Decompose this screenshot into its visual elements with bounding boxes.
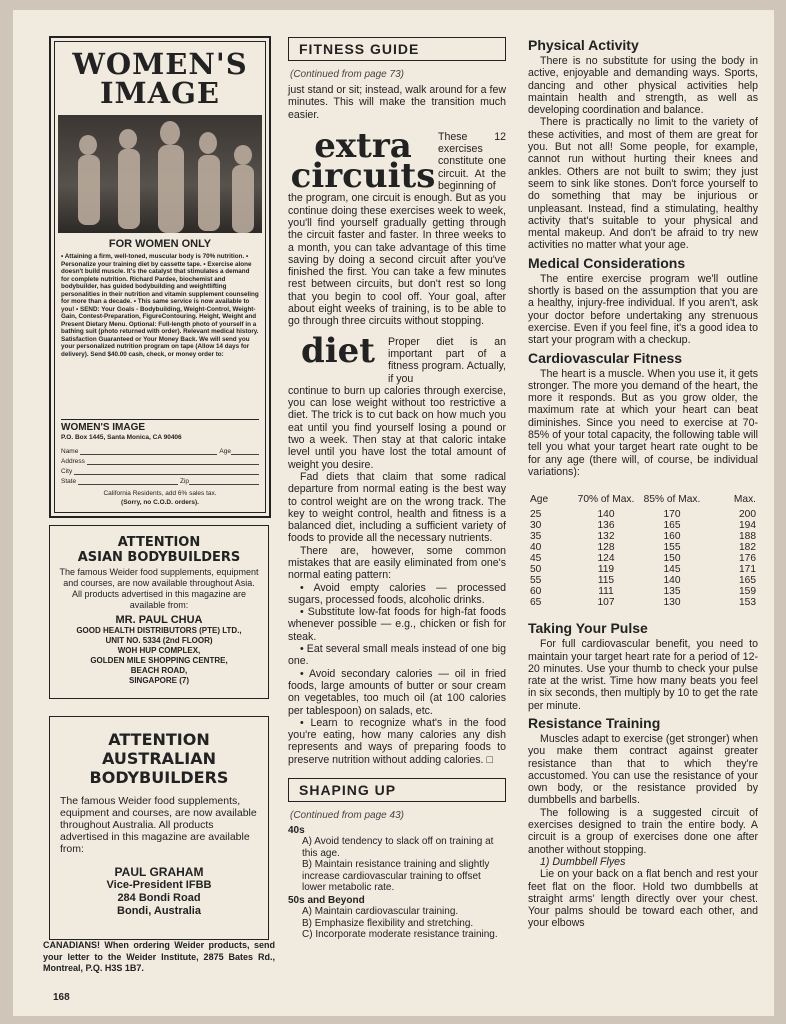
australian-bodybuilders-ad xyxy=(49,716,269,940)
coupon-age-label: Age xyxy=(219,448,231,455)
table-header-85: 85% of Max. xyxy=(643,494,701,506)
page-number: 168 xyxy=(53,992,70,1003)
diet-block xyxy=(288,330,506,385)
bodybuilders-photo xyxy=(58,115,262,233)
diet-tip-5: • Learn to recognize what's in the food you're eating, how many calories any dish represents and ways of preparing foods to preserve nutrition without adding calories. □ xyxy=(288,716,506,766)
extra-circuits-heading: extra circuits xyxy=(290,125,436,196)
middle-column xyxy=(288,37,506,941)
resistance-training-heading: Resistance Training xyxy=(528,714,661,731)
coupon-zip-line xyxy=(189,484,259,485)
coupon-zip-label: Zip xyxy=(179,478,189,485)
shaping-list-50s xyxy=(302,906,506,941)
shaping-item: B) Emphasize flexibility and stretching. xyxy=(302,917,474,929)
shaping-group-40s: 40s xyxy=(288,825,305,837)
heart-rate-table xyxy=(528,494,758,608)
magazine-page xyxy=(13,10,774,1016)
coupon-city-label: City xyxy=(61,468,73,475)
physical-activity-p1: There is no substitute for using the body in active, enjoyable and demanding ways. Sports, dancing and other physical activities help maintain health and strength, as well as developing coordination and balance. xyxy=(528,55,758,117)
womens-image-title: WOMEN'S IMAGE xyxy=(72,47,248,110)
table-row: 25 140 170 200 xyxy=(530,509,756,521)
womens-image-ad xyxy=(49,36,271,518)
shaping-group-50s: 50s and Beyond xyxy=(288,895,365,906)
coupon-address-line xyxy=(87,464,259,465)
coupon-age-line xyxy=(231,454,259,455)
resistance-training-p2: The following is a suggested circuit of exercises designed to train the entire body. A circuit is a group of exercises done one after another without stopping. xyxy=(528,806,758,856)
shaping-up-header: SHAPING UP xyxy=(288,778,506,802)
coupon-name-label: Name xyxy=(61,448,79,455)
diet-text: continue to burn up calories through exercise, you can lose weight without too restrictive a diet. The trick is to cut back on how much you eat until you find yourself losing a pound or two a week. Then stay at that caloric intake level until you have lost the total amount of weight you desire. xyxy=(288,384,506,471)
table-row: 55 115 140 165 xyxy=(530,575,756,587)
coupon-state-label: State xyxy=(61,478,77,485)
coupon-form xyxy=(61,445,259,485)
heart-rate-table-header xyxy=(528,494,758,505)
asian-ad-name: MR. PAUL CHUA xyxy=(115,614,203,626)
table-header-max: Max. xyxy=(733,494,756,506)
coupon-address-label: Address xyxy=(61,458,85,465)
coupon-address: P.O. Box 1445, Santa Monica, CA 90406 xyxy=(61,434,182,441)
fad-diets-text: Fad diets that claim that some radical departure from normal eating is the best way to control weight are on the wrong track. The key to weight control, health and fitness is a balanced diet, including a sufficient variety of foods to provide all the necessary nutrients. xyxy=(288,470,506,545)
asian-ad-body: The famous Weider food supplements, equipment and courses, are now available throughout Asia. All products advertised in this magazine are available from: xyxy=(59,567,259,610)
australian-ad-title: ATTENTION AUSTRALIAN BODYBUILDERS xyxy=(89,730,229,787)
extra-circuits-side-text: These 12 exercises constitute one circuit. At the beginning of xyxy=(438,130,506,193)
australian-ad-body: The famous Weider food supplements, equipment and courses, are now available throughout Australia. All products advertised in this magazine are available from: xyxy=(60,795,257,855)
shaping-item: B) Maintain resistance training and slightly increase cardiovascular training to offset lower metabolic rate. xyxy=(302,859,490,894)
diet-tip-4: • Avoid secondary calories — oil in fried foods, large amounts of butter or sour cream on vegetables, too much oil (at 100 calories per tablespoon) on salads, etc. xyxy=(288,667,506,717)
taking-your-pulse-heading: Taking Your Pulse xyxy=(528,620,648,637)
cardiovascular-fitness-text: The heart is a muscle. When you use it, it gets stronger. The more you demand of the heart, the more it responds. But as you grow older, the maximum rate at which your heart can beat diminishes. Since you need to exercise at 70-85% of your total capacity, the following table will tell you what your target heart rate ought to be for any age (there will, of course, be individual variations): xyxy=(528,367,758,478)
shaping-list-40s xyxy=(302,836,506,894)
table-row: 40 128 155 182 xyxy=(530,542,756,554)
diet-tip-1: • Avoid empty calories — processed sugars, processed foods, alcoholic drinks. xyxy=(288,581,506,606)
for-women-only-heading: FOR WOMEN ONLY xyxy=(108,238,212,250)
fitness-guide-continued: (Continued from page 73) xyxy=(290,69,404,80)
right-column xyxy=(528,34,758,930)
asian-ad-address: GOOD HEALTH DISTRIBUTORS (PTE) LTD., UNIT NO. 5334 (2nd FLOOR) WOH HUP COMPLEX, GOLDEN MILE SHOPPING CENTRE, BEACH ROAD, SINGAPORE (7) xyxy=(76,626,242,685)
diet-heading: diet xyxy=(300,330,376,371)
coupon-cod-note: (Sorry, no C.O.D. orders). xyxy=(121,499,199,506)
medical-considerations-heading: Medical Considerations xyxy=(528,254,686,271)
table-row: 50 119 145 171 xyxy=(530,564,756,576)
shaping-up-continued: (Continued from page 43) xyxy=(290,810,404,822)
resistance-training-p1: Muscles adapt to exercise (get stronger) when you make them contract against greater resistance than that to which they're accustomed. You can use the resistance of your own body, or the resistance provided by dumbbells and barbells. xyxy=(528,732,758,807)
shaping-item: A) Maintain cardiovascular training. xyxy=(302,906,459,917)
coupon-state-line xyxy=(78,484,178,485)
asian-ad-title: ATTENTION ASIAN BODYBUILDERS xyxy=(77,535,241,565)
diet-tip-3: • Eat several small meals instead of one big one. xyxy=(288,643,506,668)
medical-considerations-text: The entire exercise program we'll outline shortly is based on the assumption that you are a healthy, injury-free individual. If you aren't, ask your doctor before undertaking any strenuous exercise. Even if you feel fine, it's a good idea to start your program with a checkup. xyxy=(528,272,758,347)
coupon-city-line xyxy=(74,474,259,475)
australian-ad-name: PAUL GRAHAM xyxy=(114,865,204,879)
table-header-70: 70% of Max. xyxy=(577,494,635,506)
table-row: 45 124 150 176 xyxy=(530,553,756,565)
table-row: 65 107 130 153 xyxy=(530,597,756,609)
australian-ad-address: Vice-President IFBB 284 Bondi Road Bondi, Australia xyxy=(106,879,212,917)
table-row: 35 132 160 188 xyxy=(530,531,756,543)
diet-tip-2: • Substitute low-fat foods for high-fat foods whenever possible — e.g., chicken or fish for steak. xyxy=(288,606,506,643)
cardiovascular-fitness-heading: Cardiovascular Fitness xyxy=(528,349,683,366)
taking-your-pulse-text: For full cardiovascular benefit, you need to maintain your target heart rate for a period of 12-20 minutes. Use your thumb to check your pulse rate at the wrist. Time how many beats you feel in six seconds, then multiply by 10 to get the rate per minute. xyxy=(528,638,758,712)
physical-activity-p2: There is practically no limit to the variety of these activities, and most of them are great for you. But not all! Some people, for example, cannot run without hurting their knees and ankles. Others are not built to swim; they just seem to sink like stones. Don't force yourself to do something that may be injurious or unpleasant. Instead, find a stimulating, healthy activity that's suitable to your physical and mental makeup. And don't be afraid to try new activities no matter what your age. xyxy=(528,116,758,252)
coupon-tax-note: California Residents, add 6% sales tax. xyxy=(103,490,217,497)
fitness-intro: just stand or sit; instead, walk around for a few minutes. This will make the transition much easier. xyxy=(288,84,506,121)
womens-image-body: • Attaining a firm, well-toned, muscular body is 70% nutrition. • Personalize your training diet by cassette tape. • Exercise alone doesn't build muscle. It's the catalyst that stimulates a demand for complete nutrition. Richard Pardee, biochemist and bodybuilder, has guided bodybuilding and weightlifting personalities in their nutrition and vitamin supplement counseling for more than a decade. • This same service is now available to you! • SEND: Your Goals - Bodybuilding, Weight-Control, Weight-Gain, Contest-Preparation, FigureContouring. Height, Weight and Present Dietary Menu. Optional: Full-length photo of yourself in a bathing suit (photo returned with order). Relevant medical history. Satisfaction Guaranteed or Your Money Back. We will send you your personalized nutrition program on tape (Allow 14 days for delivery). Send $40.00 cash, check, or money order to: xyxy=(61,253,259,358)
table-row: 60 111 135 159 xyxy=(530,586,756,598)
diet-side-text: Proper diet is an important part of a fitness program. Actually, if you xyxy=(388,335,506,385)
exercise-1-title: 1) Dumbbell Flyes xyxy=(540,855,626,868)
exercise-1-text: Lie on your back on a flat bench and rest your feet flat on the floor. Hold two dumbbells at straight arms' length directly over your chest. Your palms should be toward each other, and your elbows xyxy=(528,868,758,930)
asian-bodybuilders-ad xyxy=(49,525,269,699)
table-row: 30 136 165 194 xyxy=(530,520,756,532)
extra-circuits-text: the program, one circuit is enough. But as you continue doing these exercises week to week, you'll find yourself gradually getting through the circuit faster and faster. In three weeks to a month, you can take advantage of this time saving by doing a second circuit after you've finished the first. You can take a few minutes rest between circuits, but don't rest so long that you begin to cool off. Your goal, after about eight weeks of training, is to be able to go through three circuits without stopping. xyxy=(288,192,506,328)
fitness-guide-header: FITNESS GUIDE xyxy=(288,37,506,61)
table-header-age: Age xyxy=(530,494,549,506)
extra-circuits-block xyxy=(288,125,506,196)
shaping-item: C) Incorporate moderate resistance training. xyxy=(302,929,498,941)
common-mistakes-text: There are, however, some common mistakes that are easily eliminated from one's normal eating pattern: xyxy=(288,544,506,582)
coupon-name-line xyxy=(80,454,217,455)
canadians-note: CANADIANS! When ordering Weider products, send your letter to the Weider Institute, 2875 Bates Rd., Montreal, P.Q. H3S 1B7. xyxy=(43,940,275,973)
shaping-item: A) Avoid tendency to slack off on training at this age. xyxy=(302,836,494,859)
physical-activity-heading: Physical Activity xyxy=(528,37,639,53)
coupon-title: WOMEN'S IMAGE xyxy=(61,419,259,433)
